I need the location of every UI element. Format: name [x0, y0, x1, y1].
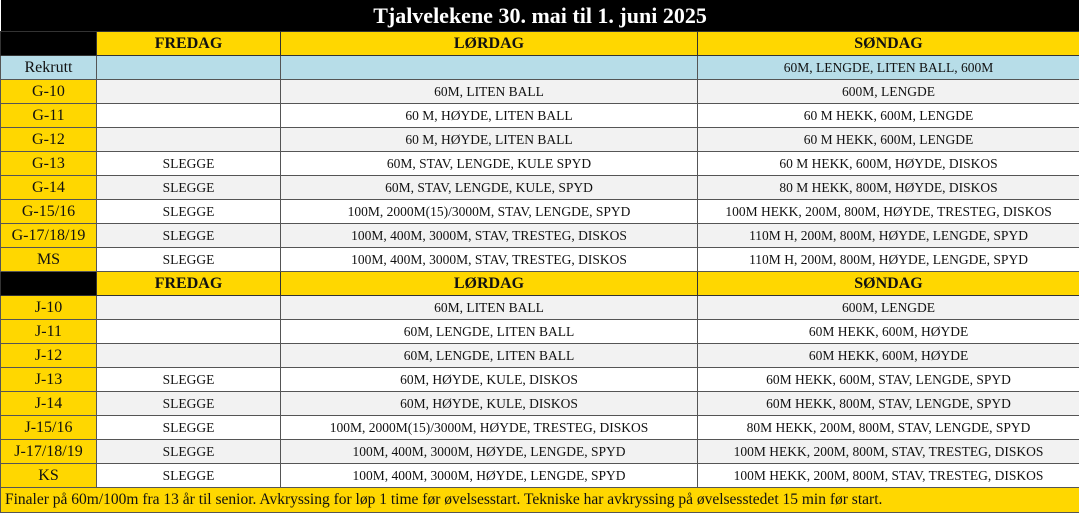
- fredag-cell: [97, 80, 281, 104]
- lordag-cell: 60M, STAV, LENGDE, KULE, SPYD: [281, 176, 698, 200]
- lordag-cell: 60M, HØYDE, KULE, DISKOS: [281, 392, 698, 416]
- header-blank-cell: [1, 32, 97, 56]
- table-row: [1, 200, 1079, 224]
- page-title: Tjalvelekene 30. mai til 1. juni 2025: [1, 0, 1079, 32]
- lordag-cell: 60M, LITEN BALL: [281, 80, 698, 104]
- sondag-cell: 80 M HEKK, 800M, HØYDE, DISKOS: [698, 176, 1079, 200]
- fredag-cell: SLEGGE: [97, 416, 281, 440]
- fredag-cell: SLEGGE: [97, 200, 281, 224]
- category-cell: J-12: [1, 344, 97, 368]
- fredag-cell: SLEGGE: [97, 224, 281, 248]
- category-cell: J-15/16: [1, 416, 97, 440]
- fredag-cell: SLEGGE: [97, 176, 281, 200]
- title-row: [1, 0, 1079, 32]
- table-row: [1, 392, 1079, 416]
- sondag-cell: 60 M HEKK, 600M, HØYDE, DISKOS: [698, 152, 1079, 176]
- lordag-cell: 100M, 2000M(15)/3000M, HØYDE, TRESTEG, DISKOS: [281, 416, 698, 440]
- sondag-cell: 60M, LENGDE, LITEN BALL, 600M: [698, 56, 1079, 80]
- fredag-cell: [97, 128, 281, 152]
- lordag-cell: 60M, LITEN BALL: [281, 296, 698, 320]
- sondag-cell: 100M HEKK, 200M, 800M, HØYDE, TRESTEG, DISKOS: [698, 200, 1079, 224]
- fredag-cell: SLEGGE: [97, 152, 281, 176]
- sondag-cell: 110M H, 200M, 800M, HØYDE, LENGDE, SPYD: [698, 248, 1079, 272]
- category-cell: J-10: [1, 296, 97, 320]
- lordag-cell: 100M, 2000M(15)/3000M, STAV, LENGDE, SPYD: [281, 200, 698, 224]
- fredag-cell: SLEGGE: [97, 464, 281, 488]
- category-cell: KS: [1, 464, 97, 488]
- category-cell: J-14: [1, 392, 97, 416]
- lordag-cell: 100M, 400M, 3000M, HØYDE, LENGDE, SPYD: [281, 440, 698, 464]
- category-cell: G-10: [1, 80, 97, 104]
- category-cell: J-11: [1, 320, 97, 344]
- fredag-cell: [97, 104, 281, 128]
- sondag-cell: 110M H, 200M, 800M, HØYDE, LENGDE, SPYD: [698, 224, 1079, 248]
- category-cell: G-12: [1, 128, 97, 152]
- header-sondag: SØNDAG: [698, 32, 1079, 56]
- lordag-cell: 100M, 400M, 3000M, HØYDE, LENGDE, SPYD: [281, 464, 698, 488]
- table-row: [1, 80, 1079, 104]
- day-header-row-2: [1, 272, 1079, 296]
- lordag-cell: 100M, 400M, 3000M, STAV, TRESTEG, DISKOS: [281, 248, 698, 272]
- sondag-cell: 100M HEKK, 200M, 800M, STAV, TRESTEG, DISKOS: [698, 464, 1079, 488]
- header-sondag: SØNDAG: [698, 272, 1079, 296]
- sondag-cell: 600M, LENGDE: [698, 80, 1079, 104]
- sondag-cell: 60M HEKK, 800M, STAV, LENGDE, SPYD: [698, 392, 1079, 416]
- fredag-cell: [97, 320, 281, 344]
- table-row: [1, 224, 1079, 248]
- table-row: [1, 176, 1079, 200]
- rekrutt-row: [1, 56, 1079, 80]
- fredag-cell: [97, 296, 281, 320]
- category-cell: J-17/18/19: [1, 440, 97, 464]
- fredag-cell: [97, 56, 281, 80]
- fredag-cell: SLEGGE: [97, 440, 281, 464]
- footer-row: [1, 488, 1079, 513]
- category-cell: G-14: [1, 176, 97, 200]
- category-cell: G-15/16: [1, 200, 97, 224]
- header-fredag: FREDAG: [97, 32, 281, 56]
- fredag-cell: SLEGGE: [97, 368, 281, 392]
- category-cell: Rekrutt: [1, 56, 97, 80]
- lordag-cell: 100M, 400M, 3000M, STAV, TRESTEG, DISKOS: [281, 224, 698, 248]
- table-row: [1, 416, 1079, 440]
- table-row: [1, 248, 1079, 272]
- table-row: [1, 128, 1079, 152]
- fredag-cell: [97, 344, 281, 368]
- sondag-cell: 60M HEKK, 600M, HØYDE: [698, 320, 1079, 344]
- category-cell: MS: [1, 248, 97, 272]
- sondag-cell: 60M HEKK, 600M, HØYDE: [698, 344, 1079, 368]
- lordag-cell: 60 M, HØYDE, LITEN BALL: [281, 128, 698, 152]
- sondag-cell: 60 M HEKK, 600M, LENGDE: [698, 128, 1079, 152]
- table-row: [1, 152, 1079, 176]
- lordag-cell: 60M, STAV, LENGDE, KULE SPYD: [281, 152, 698, 176]
- table-row: [1, 296, 1079, 320]
- fredag-cell: SLEGGE: [97, 248, 281, 272]
- lordag-cell: 60M, LENGDE, LITEN BALL: [281, 344, 698, 368]
- footer-note: Finaler på 60m/100m fra 13 år til senior. Avkryssing for løp 1 time før øvelsesstart. Tekniske har avkryssing på øvelsesstedet 15 min før start.: [1, 488, 1079, 513]
- table-row: [1, 368, 1079, 392]
- header-blank-cell: [1, 272, 97, 296]
- table-row: [1, 464, 1079, 488]
- table-row: [1, 104, 1079, 128]
- sondag-cell: 80M HEKK, 200M, 800M, STAV, LENGDE, SPYD: [698, 416, 1079, 440]
- table-row: [1, 344, 1079, 368]
- day-header-row-1: [1, 32, 1079, 56]
- table-row: [1, 320, 1079, 344]
- lordag-cell: 60M, HØYDE, KULE, DISKOS: [281, 368, 698, 392]
- lordag-cell: 60 M, HØYDE, LITEN BALL: [281, 104, 698, 128]
- lordag-cell: [281, 56, 698, 80]
- sondag-cell: 60 M HEKK, 600M, LENGDE: [698, 104, 1079, 128]
- sondag-cell: 60M HEKK, 600M, STAV, LENGDE, SPYD: [698, 368, 1079, 392]
- header-fredag: FREDAG: [97, 272, 281, 296]
- category-cell: G-17/18/19: [1, 224, 97, 248]
- fredag-cell: SLEGGE: [97, 392, 281, 416]
- sondag-cell: 600M, LENGDE: [698, 296, 1079, 320]
- sondag-cell: 100M HEKK, 200M, 800M, STAV, TRESTEG, DISKOS: [698, 440, 1079, 464]
- category-cell: J-13: [1, 368, 97, 392]
- category-cell: G-13: [1, 152, 97, 176]
- category-cell: G-11: [1, 104, 97, 128]
- table-row: [1, 440, 1079, 464]
- header-lordag: LØRDAG: [281, 272, 698, 296]
- header-lordag: LØRDAG: [281, 32, 698, 56]
- lordag-cell: 60M, LENGDE, LITEN BALL: [281, 320, 698, 344]
